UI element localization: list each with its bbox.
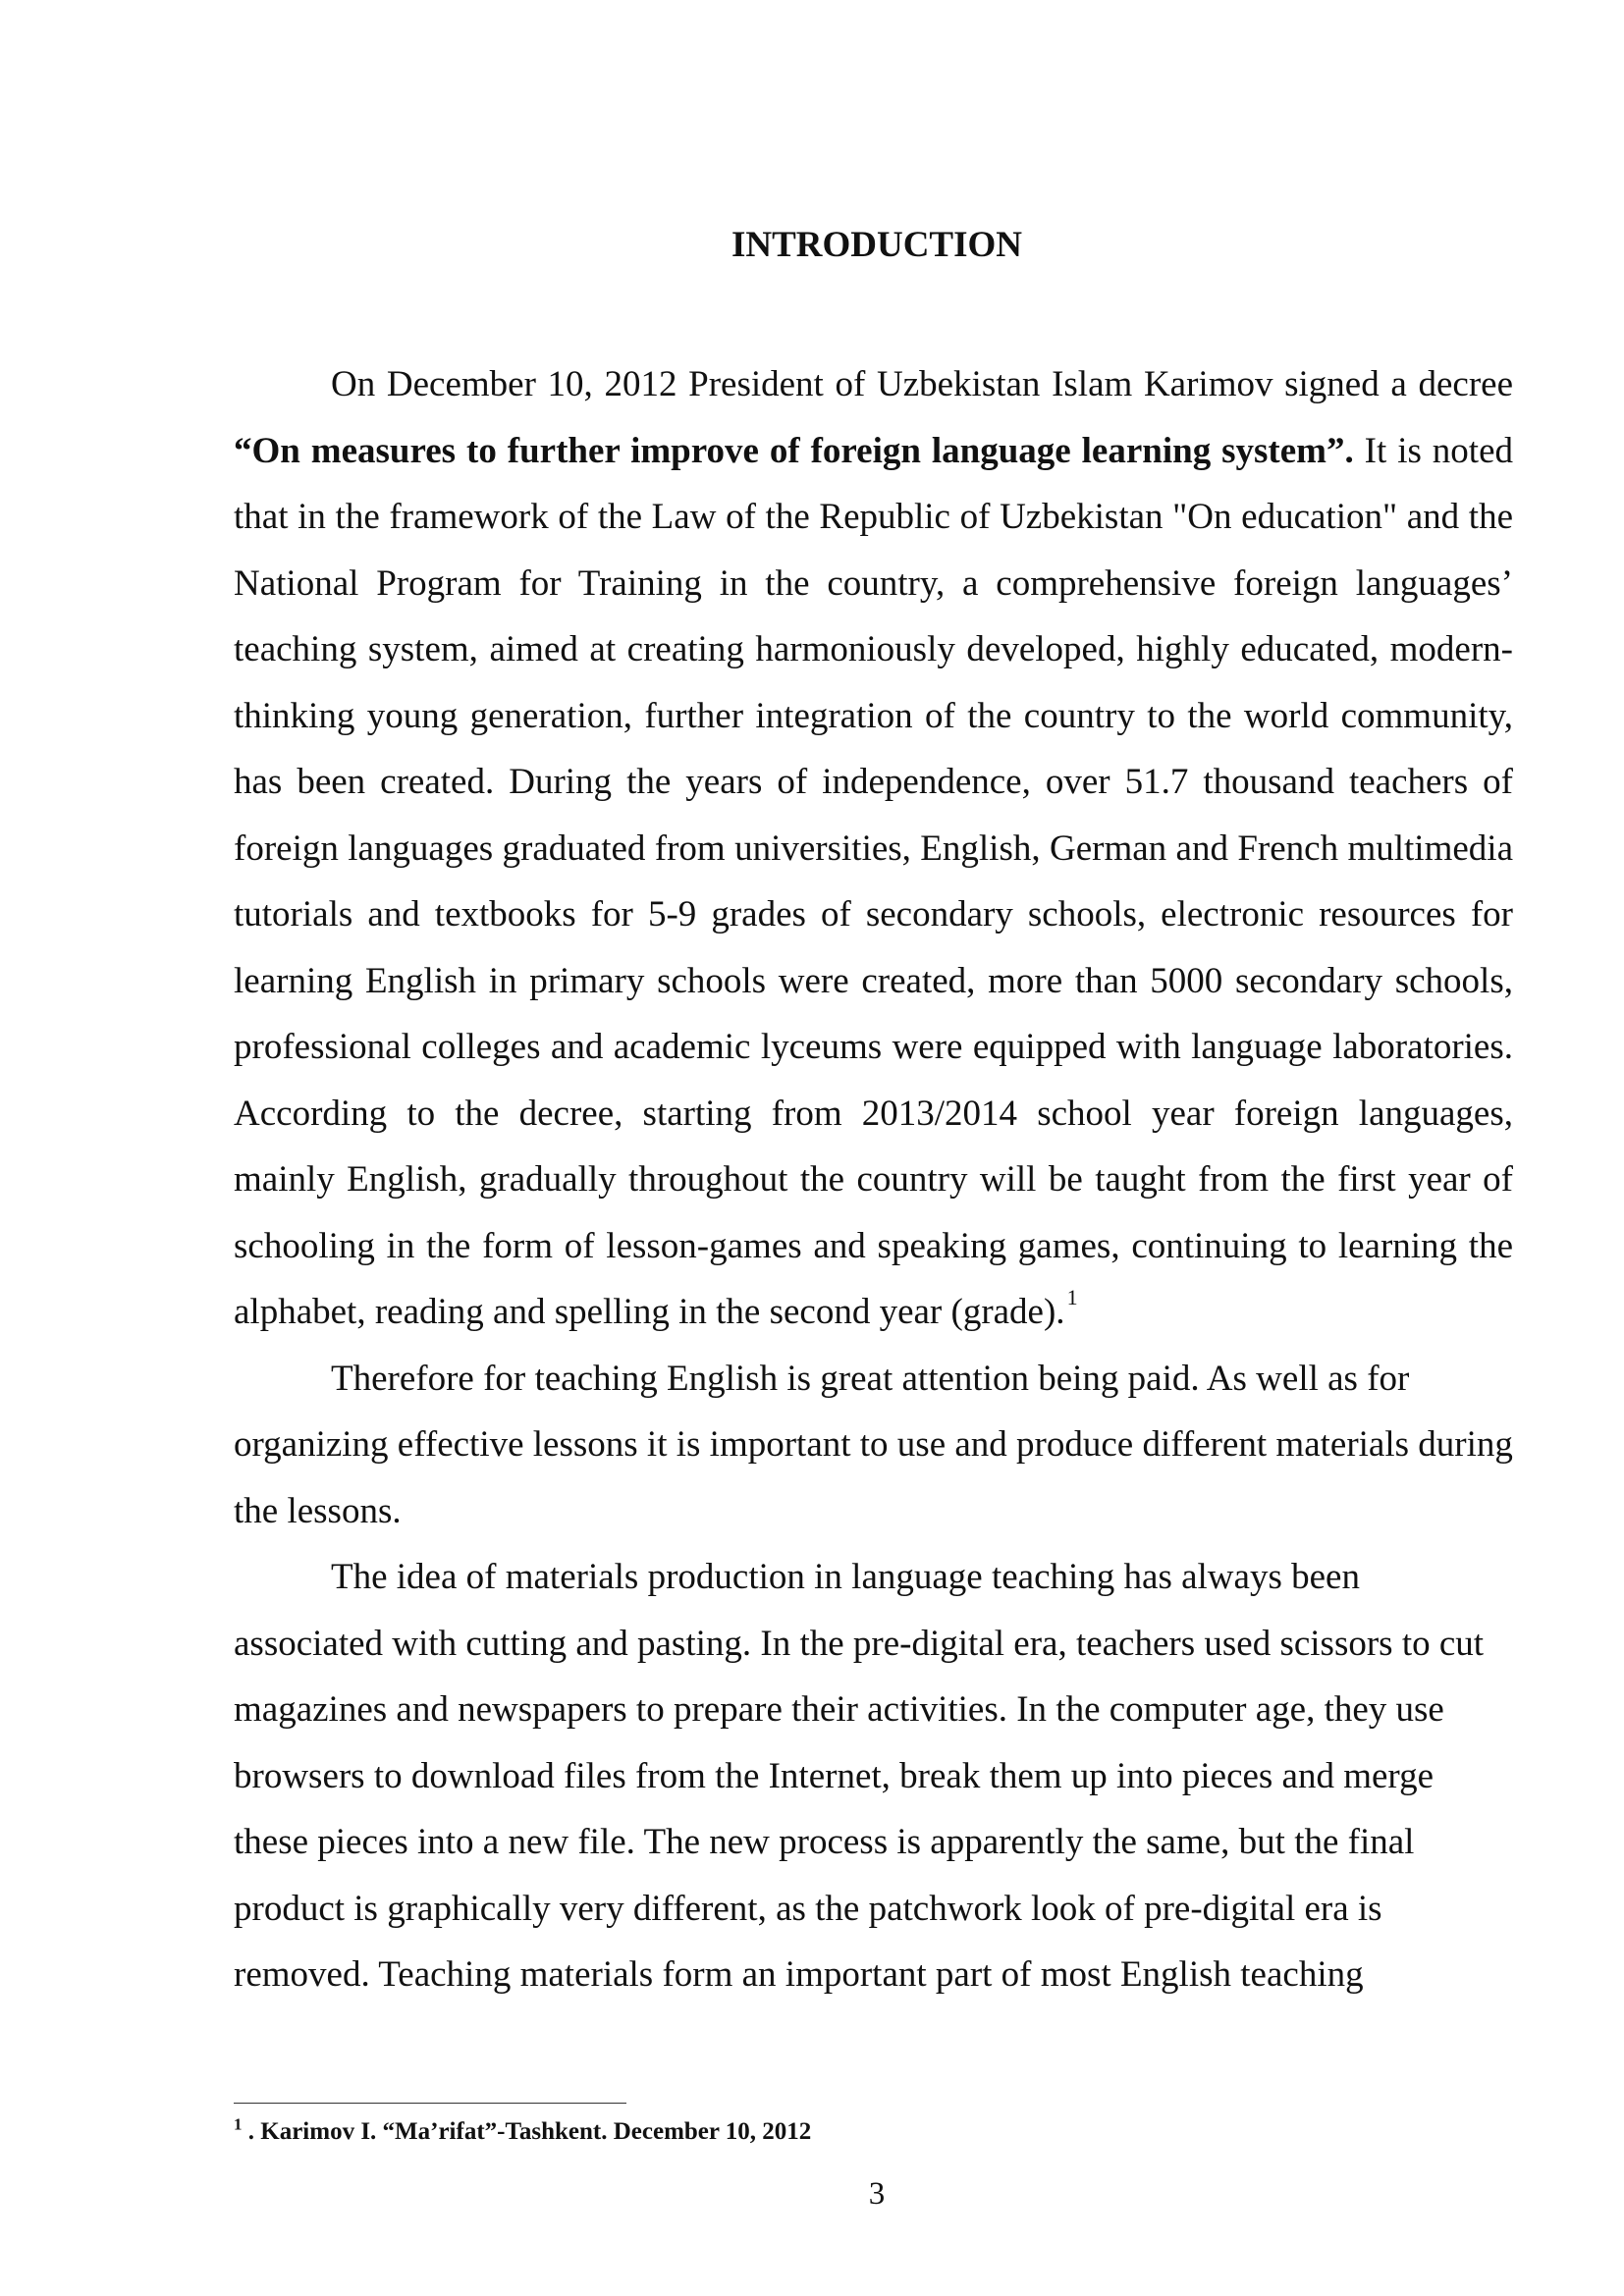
paragraph-decree <box>234 351 1513 1346</box>
footnote <box>234 2114 811 2150</box>
paragraph-materials: The idea of materials production in language teaching has always been associated with cutting and pasting. In the pre-digital era, teachers used scissors to cut magazines and newspapers to prepare their activities. In the computer age, they use browsers to download files from the Internet, break them up into pieces and merge these pieces into a new file. The new process is apparently the same, but the final product is graphically very different, as the patchwork look of pre-digital era is removed. Teaching materials form an important part of most English teaching <box>234 1557 1485 1995</box>
footnote-reference[interactable]: 1 <box>1066 1284 1078 1309</box>
page-title: INTRODUCTION <box>731 225 1023 265</box>
footnote-text: . Karimov I. “Ma’rifat”-Tashkent. December 10, 2012 <box>242 2118 812 2145</box>
footnote-marker: 1 <box>234 2114 243 2134</box>
footnote-separator <box>234 2103 626 2104</box>
body-text <box>234 351 1513 2008</box>
decree-title: “On measures to further improve of foreign language learning system”. <box>234 430 1354 471</box>
paragraph-decree-text-end: It is noted that in the framework of the Law of the Republic of Uzbekistan "On education" and the National Program for Training in the country, a comprehensive foreign languages’ teaching system, aimed at creating harmoniously developed, highly educated, modern-thinking young generation, further integration of the country to the world community, has been created. During the years of independence, over 51.7 thousand teachers of foreign languages graduated from universities, English, German and French multimedia tutorials and textbooks for 5-9 grades of secondary schools, electronic resources for learning English in primary schools were created, more than 5000 secondary schools, professional colleges and academic lyceums were equipped with language laboratories. According to the decree, starting from 2013/2014 school year foreign languages, mainly English, gradually throughout the country will be taught from the first year of schooling in the form of lesson-games and speaking games, continuing to learning the alphabet, reading and spelling in the second year (grade). <box>234 430 1514 1332</box>
paragraph-attention: Therefore for teaching English is great attention being paid. As well as for organizing effective lessons it is important to use and produce different materials during the lessons. <box>234 1358 1513 1531</box>
paragraph-decree-text-start: On December 10, 2012 President of Uzbekistan Islam Karimov signed a decree <box>331 364 1513 404</box>
page-number: 3 <box>868 2176 886 2212</box>
